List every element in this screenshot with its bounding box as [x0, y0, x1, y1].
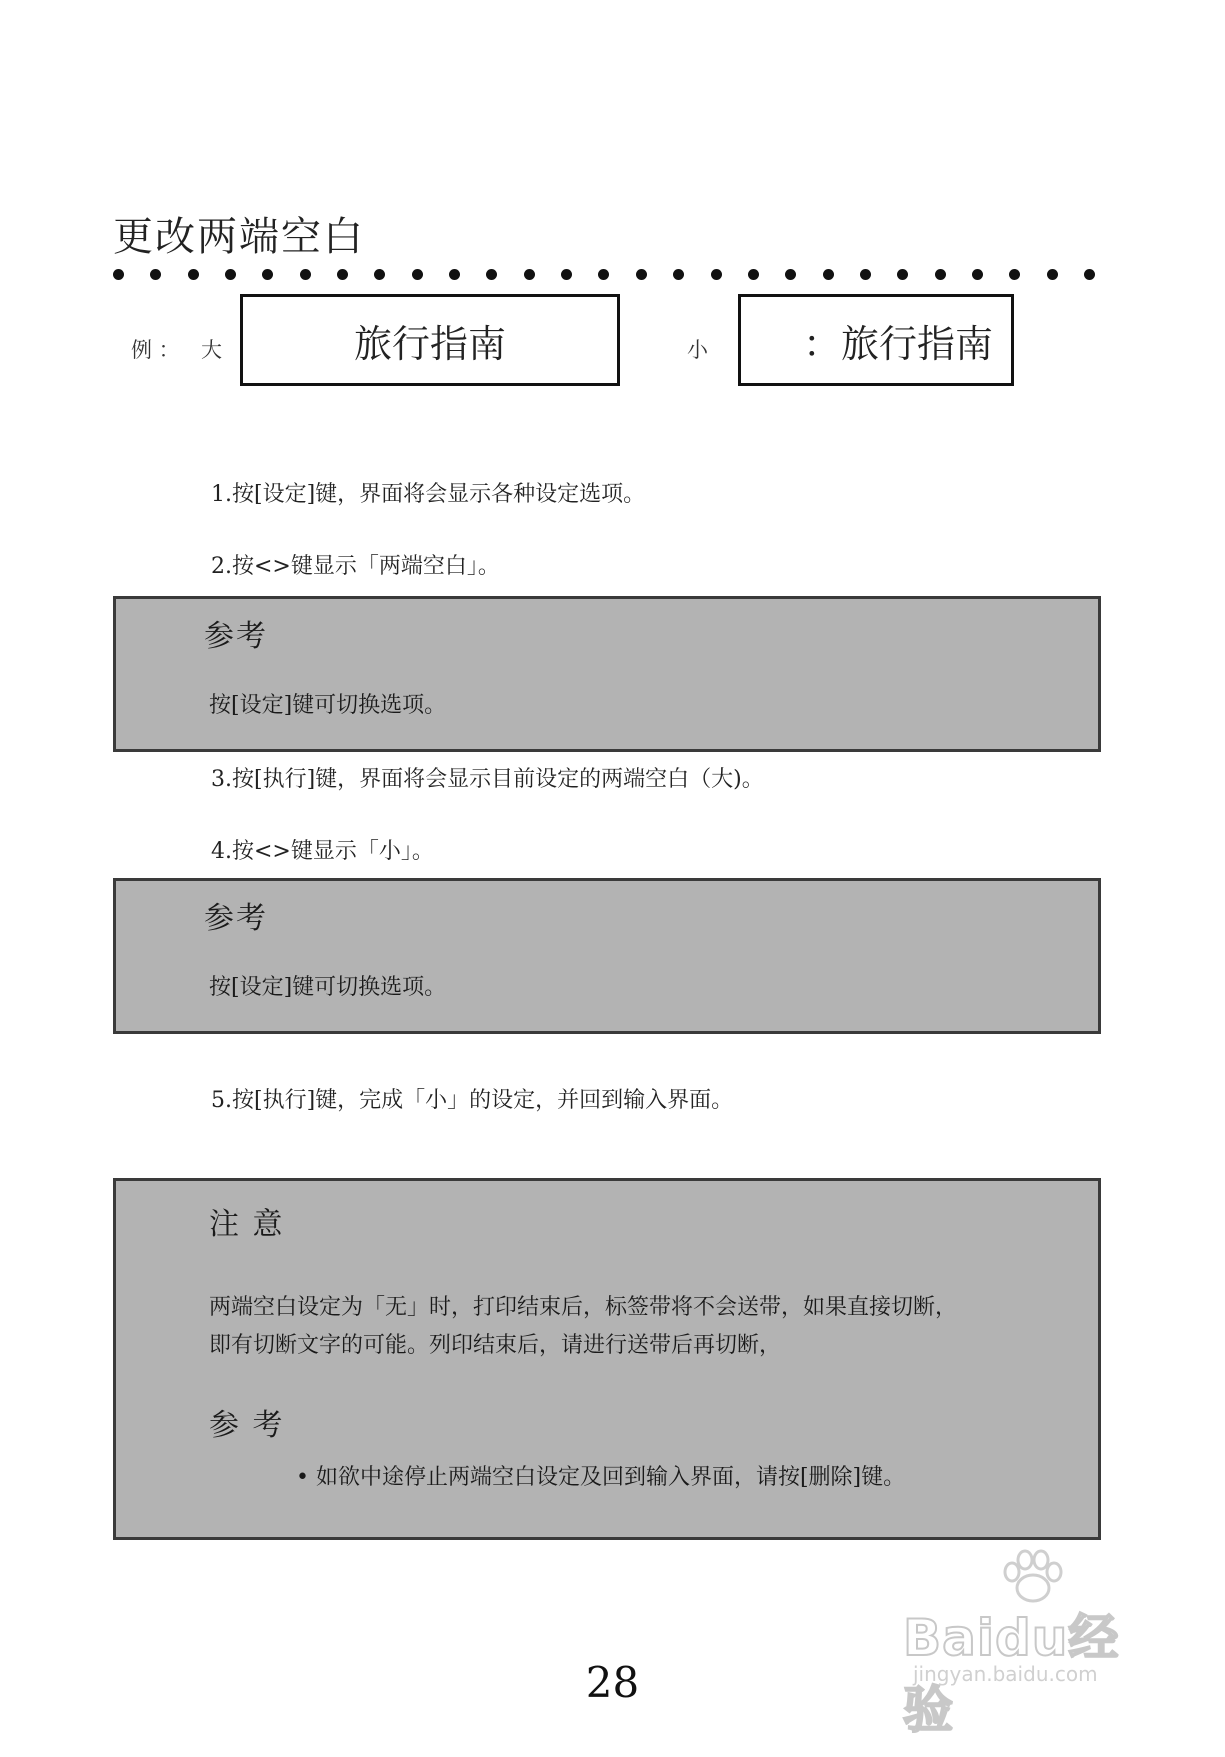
example-large-text: 旅行指南 — [353, 321, 506, 366]
example-label: 例 ： — [131, 338, 180, 362]
example-large-label: 大 — [201, 338, 222, 362]
step-1: 1.按[设定]键，界面将会显示各种设定选项。 — [211, 482, 646, 507]
step-5: 5.按[执行]键，完成「小」的设定，并回到输入界面。 — [211, 1088, 734, 1113]
reference-panel-2 — [113, 878, 1101, 1034]
notice-text-line-1: 两端空白设定为「无」时，打印结束后，标签带将不会送带，如果直接切断， — [209, 1295, 958, 1320]
watermark — [903, 1590, 1133, 1739]
reference-heading: 参考 — [204, 619, 268, 654]
notice-panel — [113, 1178, 1101, 1540]
reference-heading: 参考 — [204, 901, 268, 936]
reference-text: 按[设定]键可切换选项。 — [209, 693, 447, 718]
notice-heading: 注 意 — [209, 1207, 285, 1242]
example-small-text: ：旅行指南 — [802, 321, 993, 366]
notice-reference-heading: 参 考 — [209, 1408, 285, 1443]
watermark-url: jingyan.baidu.com — [913, 1662, 1098, 1686]
reference-text: 按[设定]键可切换选项。 — [209, 975, 447, 1000]
step-4: 4.按<>键显示「小」。 — [211, 839, 434, 864]
example-large-box — [240, 294, 620, 386]
notice-reference-text: • 如欲中途停止两端空白设定及回到输入界面，请按[删除]键。 — [296, 1465, 906, 1490]
step-2: 2.按<>键显示「两端空白」。 — [211, 554, 500, 579]
example-small-box — [738, 294, 1014, 386]
page-number: 28 — [585, 1658, 640, 1707]
dotted-divider — [113, 264, 1095, 284]
reference-panel-1 — [113, 596, 1101, 752]
notice-text-line-2: 即有切断文字的可能。列印结束后，请进行送带后再切断， — [209, 1333, 782, 1358]
example-small-label: 小 — [687, 338, 708, 362]
watermark-brand: Baidu经验 — [903, 1609, 1120, 1739]
page-title: 更改两端空白 — [113, 214, 365, 260]
step-3: 3.按[执行]键，界面将会显示目前设定的两端空白（大)。 — [211, 767, 764, 792]
